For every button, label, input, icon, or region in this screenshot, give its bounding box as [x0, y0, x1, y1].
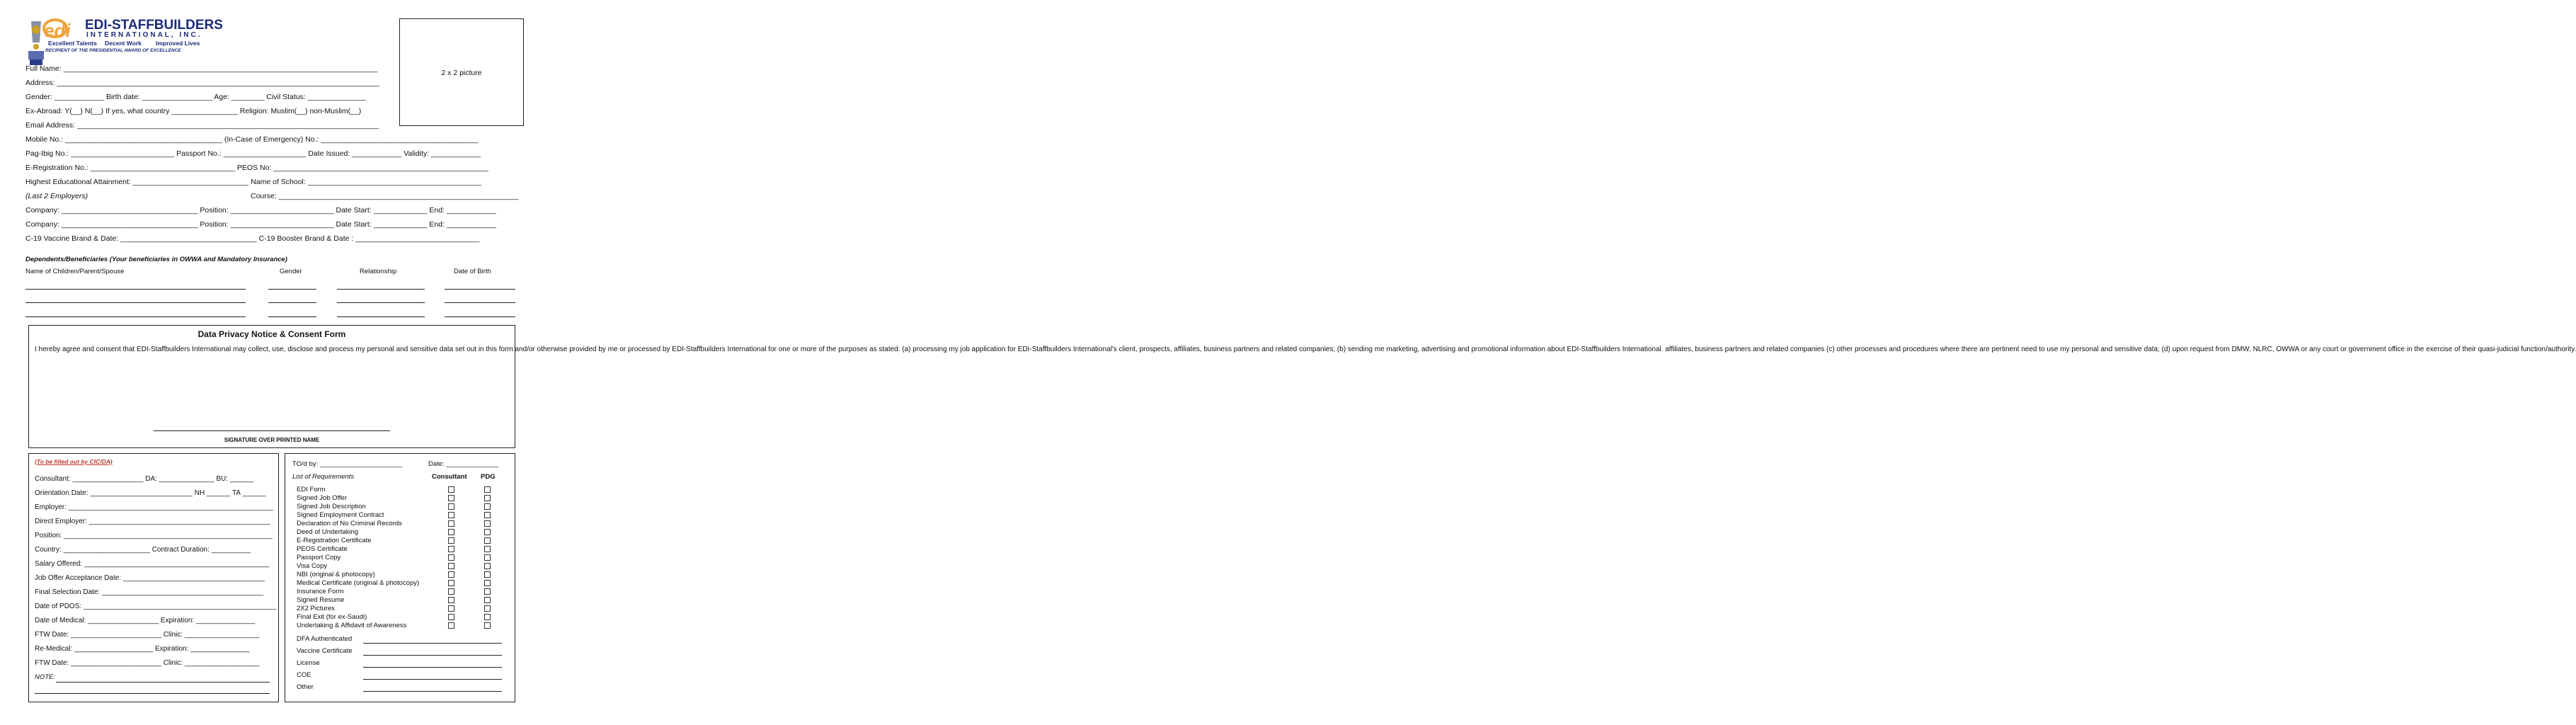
- cic-field-row[interactable]: FTW Date: _______________________ Clinic: ___________________: [35, 659, 260, 667]
- pdg-checkbox[interactable]: [484, 537, 491, 544]
- cic-field-row[interactable]: Job Offer Acceptance Date: ____________________________________: [35, 574, 265, 582]
- brand-mark: edi: [44, 20, 71, 41]
- pdg-checkbox[interactable]: [484, 529, 491, 535]
- tagline-3: Improved Lives: [156, 40, 200, 47]
- note-label: NOTE:: [35, 673, 56, 681]
- pdg-checkbox[interactable]: [484, 512, 491, 518]
- extra-requirement-label: COE: [297, 671, 311, 679]
- extra-requirement-label: DFA Authenticated: [297, 635, 353, 643]
- date-field[interactable]: Date: ______________: [428, 460, 499, 468]
- extra-requirement-line[interactable]: [363, 679, 502, 680]
- cic-field-row[interactable]: Country: ______________________ Contract Duration: __________: [35, 546, 251, 554]
- award-text: RECIPIENT OF THE PRESIDENTIAL AWARD OF EXCELLENCE: [45, 48, 181, 53]
- requirements-title: List of Requirements: [292, 473, 355, 481]
- photo-label: 2 x 2 picture: [441, 69, 482, 77]
- col-pdg: PDG: [481, 473, 496, 481]
- company-subname: INTERNATIONAL, INC.: [86, 31, 202, 39]
- extra-requirement-line[interactable]: [363, 691, 502, 692]
- cic-note: (To be filled out by CIC/DA): [35, 458, 113, 465]
- cic-field-row[interactable]: Position: _____________________________________________________: [35, 532, 273, 540]
- pdg-checkbox[interactable]: [484, 554, 491, 561]
- consultant-checkbox[interactable]: [448, 537, 454, 544]
- privacy-title: Data Privacy Notice & Consent Form: [198, 329, 346, 339]
- dependents-title: Dependents/Beneficiaries (Your beneficiaries in OWWA and Mandatory Insurance): [25, 256, 287, 263]
- extra-requirement-line[interactable]: [363, 655, 502, 656]
- vaccine-row[interactable]: C-19 Vaccine Brand & Date: _________________________________ C-19 Booster Brand & Date : ______________________________: [25, 234, 480, 243]
- requirement-label: Final Exit (for ex-Saudi): [297, 613, 367, 621]
- pdg-checkbox[interactable]: [484, 614, 491, 620]
- col-dob: Date of Birth: [454, 268, 491, 275]
- email-field[interactable]: Email Address: _________________________________________________________________________: [25, 121, 379, 130]
- requirement-label: Signed Job Offer: [297, 494, 348, 502]
- gender-row[interactable]: Gender: ____________ Birth date: _________________ Age: ________ Civil Status: ______________: [25, 93, 366, 101]
- col-name: Name of Children/Parent/Spouse: [25, 268, 125, 275]
- extra-requirement-line[interactable]: [363, 667, 502, 668]
- consultant-checkbox[interactable]: [448, 529, 454, 535]
- last-employers-label: (Last 2 Employers): [25, 192, 88, 200]
- pdg-checkbox[interactable]: [484, 571, 491, 578]
- requirement-label: Passport Copy: [297, 554, 341, 561]
- ereg-row[interactable]: E-Registration No.: ___________________________________ PEOS No: ____________________________________________________: [25, 164, 488, 172]
- cic-field-row[interactable]: Orientation Date: __________________________ NH ______ TA ______: [35, 489, 266, 497]
- requirement-label: Insurance Form: [297, 588, 344, 595]
- privacy-consent-box: [28, 325, 2576, 448]
- extra-requirement-label: Other: [297, 683, 314, 691]
- signature-label: SIGNATURE OVER PRINTED NAME: [224, 437, 320, 443]
- cic-field-row[interactable]: Final Selection Date: _________________________________________: [35, 588, 264, 596]
- requirement-label: Visa Copy: [297, 562, 328, 570]
- consultant-checkbox[interactable]: [448, 503, 454, 510]
- company-row-2[interactable]: Company: _________________________________ Position: _________________________ Date Start: _____________ End: ____________: [25, 220, 497, 229]
- requirement-label: Signed Job Description: [297, 503, 366, 510]
- consultant-checkbox[interactable]: [448, 605, 454, 612]
- cic-field-row[interactable]: Employer: ____________________________________________________: [35, 503, 273, 511]
- tod-by-field[interactable]: TO/d by: ______________________: [292, 460, 403, 468]
- privacy-body: I hereby agree and consent that EDI-Staffbuilders International may collect, use, disclose and process my personal and sensitive data set out in this form and/or otherwise provided by me or processed by EDI-Staffbuilders International for one or more of the purposes as stated: (a) processing my job application for EDI-Staffbuilders International's client, prospects, affiliates, business partners and related companies; (b) sending me marketing, advertising and promotional information about EDI-Staffbuilders International. affiliates, business partners and related companies (c) other processes and procedures where there are pertinent need to use my personal and sensitive data; (d) upon request from DMW, NLRC, OWWA or any court or government office in the exercise of their quasi-judicial function/authority.: [35, 346, 2576, 353]
- mobile-row[interactable]: Mobile No.: ______________________________________ (In-Case of Emergency) No.: ______________________________________: [25, 135, 479, 144]
- tagline-2: Decent Work: [105, 40, 142, 47]
- tagline-1: Excellent Talents: [48, 40, 97, 47]
- requirement-label: 2X2 Pictures: [297, 605, 335, 612]
- cic-field-row[interactable]: Direct Employer: ______________________________________________: [35, 518, 270, 525]
- extra-requirement-label: Vaccine Certificate: [297, 647, 353, 655]
- cic-field-row[interactable]: Re-Medical: ____________________ Expiration: _______________: [35, 645, 250, 653]
- pdg-checkbox[interactable]: [484, 486, 491, 493]
- requirements-box: [285, 453, 515, 702]
- ex-abroad-row[interactable]: Ex-Abroad: Y(__) N(__) If yes, what country ________________ Religion: Muslim(__) non-Muslim(__): [25, 107, 362, 115]
- consultant-checkbox[interactable]: [448, 546, 454, 552]
- consultant-checkbox[interactable]: [448, 588, 454, 595]
- pdg-checkbox[interactable]: [484, 546, 491, 552]
- consultant-checkbox[interactable]: [448, 512, 454, 518]
- consultant-checkbox[interactable]: [448, 571, 454, 578]
- company-name: EDI-STAFFBUILDERS: [85, 18, 223, 33]
- extra-requirement-label: License: [297, 659, 320, 667]
- address-field[interactable]: Address: ______________________________________________________________________________: [25, 79, 379, 87]
- requirement-label: Signed Resume: [297, 596, 345, 604]
- full-name-field[interactable]: Full Name: ____________________________________________________________________________: [25, 64, 378, 73]
- consultant-checkbox[interactable]: [448, 554, 454, 561]
- pdg-checkbox[interactable]: [484, 588, 491, 595]
- pagibig-row[interactable]: Pag-Ibig No.: _________________________ Passport No.: ____________________ Date Issued: ____________ Validity: ____________: [25, 149, 481, 158]
- consultant-checkbox[interactable]: [448, 486, 454, 493]
- requirement-label: Signed Employment Contract: [297, 511, 384, 519]
- requirement-label: EDI Form: [297, 486, 326, 493]
- pdg-checkbox[interactable]: [484, 520, 491, 527]
- pdg-checkbox[interactable]: [484, 605, 491, 612]
- consultant-checkbox[interactable]: [448, 622, 454, 629]
- requirement-label: Declaration of No Criminal Records: [297, 520, 402, 527]
- course-field[interactable]: Course: __________________________________________________________: [251, 192, 519, 200]
- pdg-checkbox[interactable]: [484, 563, 491, 569]
- cic-field-row[interactable]: Date of Medical: __________________ Expiration: _______________: [35, 617, 256, 624]
- col-relationship: Relationship: [360, 268, 397, 275]
- consultant-checkbox[interactable]: [448, 614, 454, 620]
- requirement-label: Undertaking & Affidavit of Awareness: [297, 622, 407, 629]
- requirement-label: Deed of Undertaking: [297, 528, 359, 536]
- pdg-checkbox[interactable]: [484, 622, 491, 629]
- consultant-checkbox[interactable]: [448, 580, 454, 586]
- consultant-checkbox[interactable]: [448, 520, 454, 527]
- cic-field-row[interactable]: Salary Offered: _______________________________________________: [35, 560, 270, 568]
- company-row-1[interactable]: Company: _________________________________ Position: _________________________ Date Start: _____________ End: ____________: [25, 206, 497, 215]
- requirement-label: Medical Certificate (original & photocopy): [297, 579, 420, 587]
- col-gender: Gender: [280, 268, 302, 275]
- requirement-label: E-Registration Certificate: [297, 537, 372, 544]
- cic-box: [28, 453, 279, 702]
- cic-field-row[interactable]: Date of PDOS: _________________________________________________: [35, 603, 277, 610]
- cic-field-row[interactable]: FTW Date: _______________________ Clinic: ___________________: [35, 631, 260, 639]
- pdg-checkbox[interactable]: [484, 503, 491, 510]
- requirement-label: NBI (original & photocopy): [297, 571, 375, 578]
- signature-line[interactable]: [154, 430, 390, 431]
- cic-field-row[interactable]: Consultant: __________________ DA: ______________ BU: ______: [35, 475, 254, 483]
- pdg-checkbox[interactable]: [484, 495, 491, 501]
- consultant-checkbox[interactable]: [448, 495, 454, 501]
- pdg-checkbox[interactable]: [484, 597, 491, 603]
- extra-requirement-line[interactable]: [363, 643, 502, 644]
- consultant-checkbox[interactable]: [448, 563, 454, 569]
- pdg-checkbox[interactable]: [484, 580, 491, 586]
- photo-box: [399, 18, 524, 126]
- requirement-label: PEOS Certificate: [297, 545, 348, 553]
- consultant-checkbox[interactable]: [448, 597, 454, 603]
- education-row[interactable]: Highest Educational Attainment: ____________________________ Name of School: __________________________________________: [25, 178, 481, 186]
- col-consultant: Consultant: [432, 473, 467, 481]
